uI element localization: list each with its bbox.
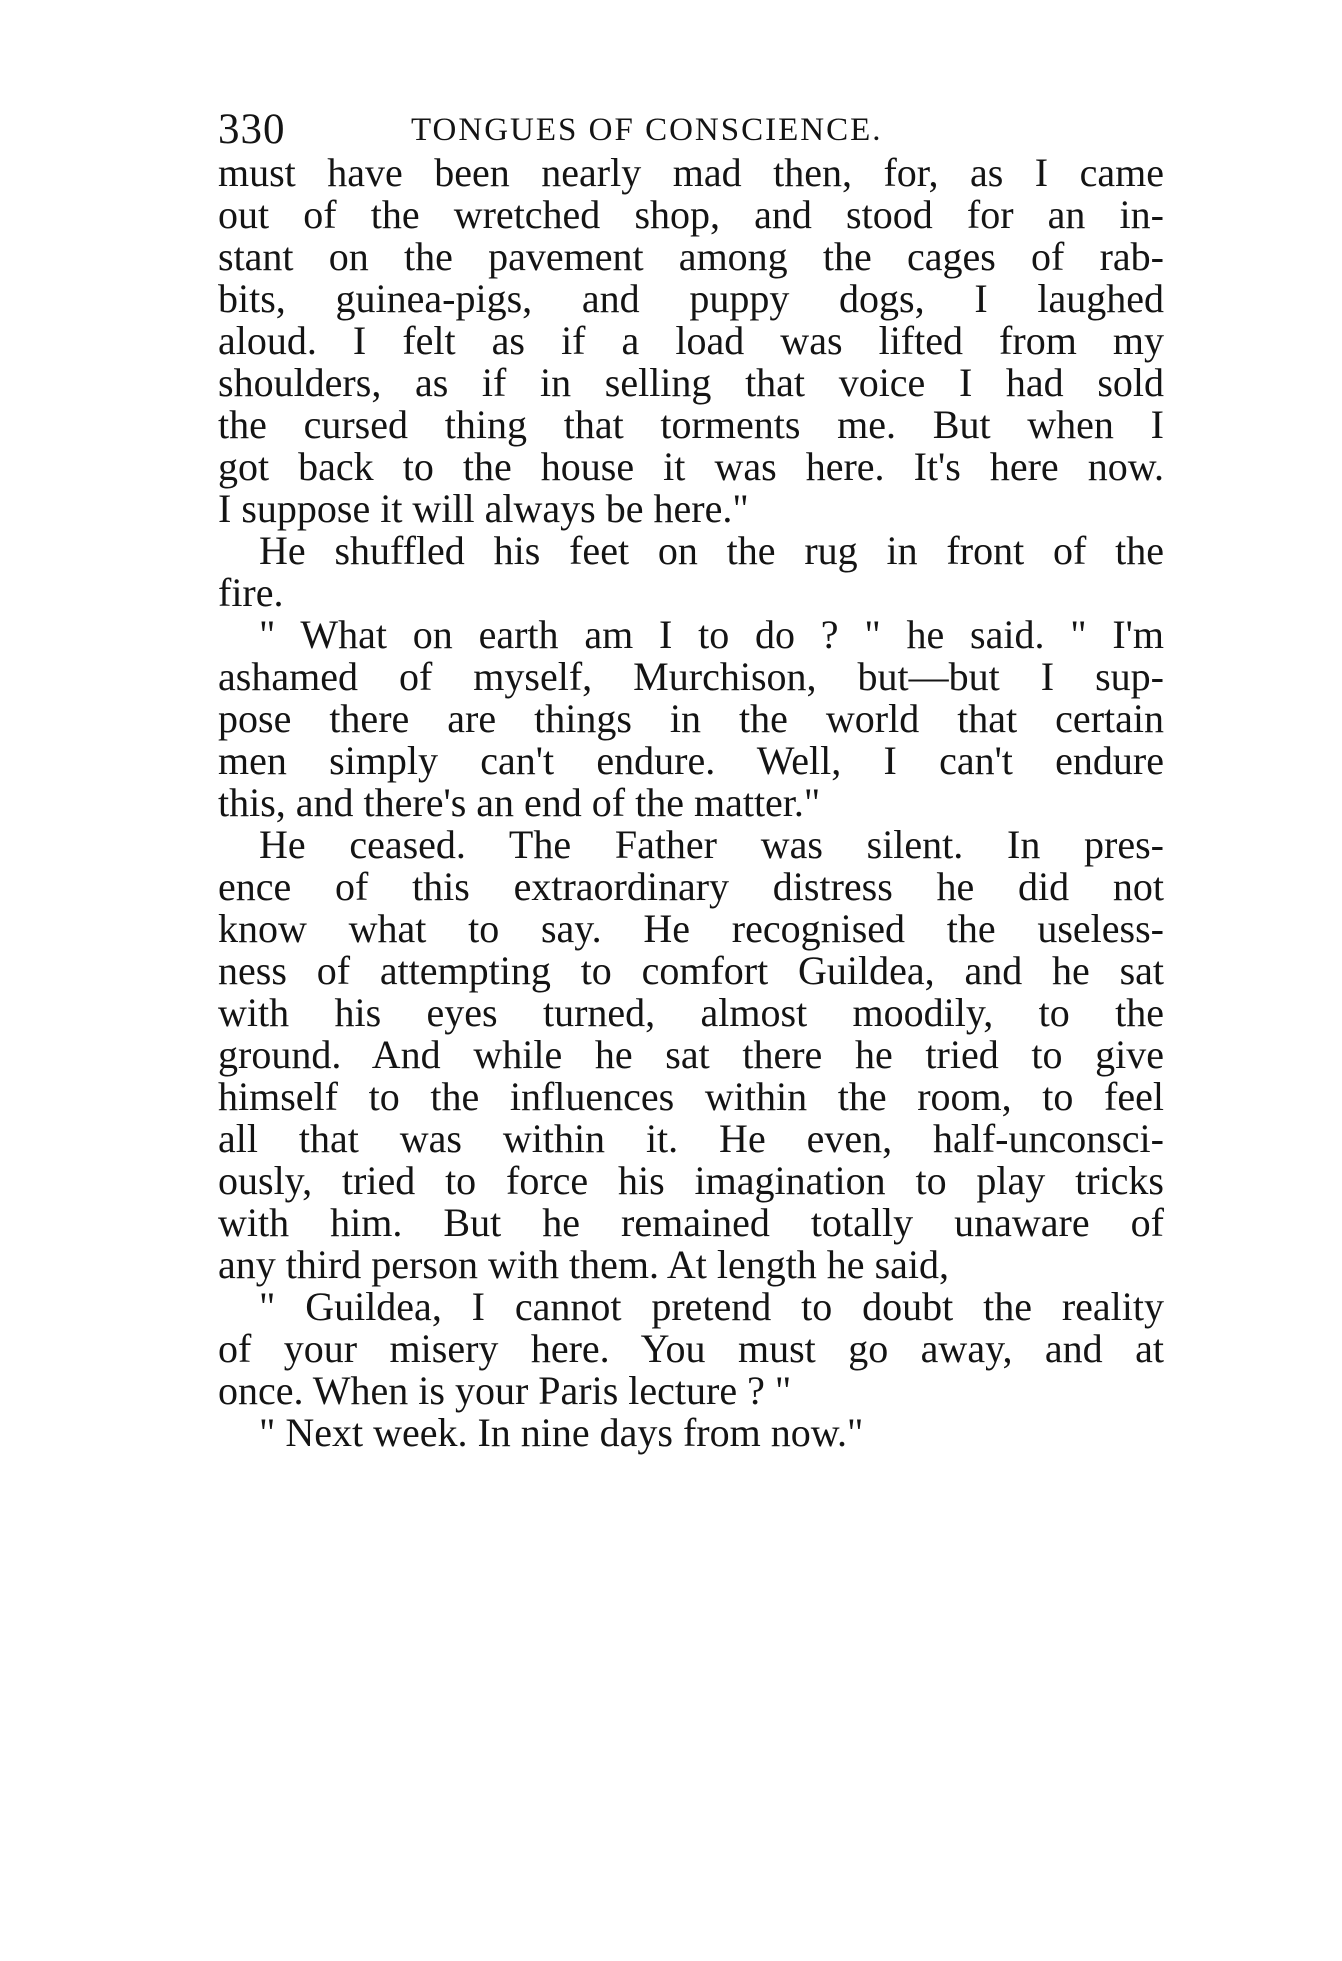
text-line: any third person with them. At length he said,	[218, 1242, 949, 1287]
text-line: " Guildea, I cannot pretend to doubt the reality	[259, 1284, 1164, 1329]
text-line: bits, guinea-pigs, and puppy dogs, I laughed	[218, 276, 1164, 321]
running-title: TONGUES OF CONSCIENCE.	[411, 112, 883, 148]
text-line: ashamed of myself, Murchison, but—but I sup-	[218, 654, 1164, 699]
text-line: with his eyes turned, almost moodily, to the	[218, 990, 1164, 1035]
text-line: must have been nearly mad then, for, as I came	[218, 150, 1164, 195]
text-line: this, and there's an end of the matter."	[218, 780, 821, 825]
page-number: 330	[218, 106, 286, 153]
text-line: fire.	[218, 570, 284, 615]
text-line: ence of this extraordinary distress he did not	[218, 864, 1164, 909]
text-line: aloud. I felt as if a load was lifted from my	[218, 318, 1164, 363]
text-line: got back to the house it was here. It's here now.	[218, 444, 1164, 489]
text-line: out of the wretched shop, and stood for an in-	[218, 192, 1164, 237]
text-line: the cursed thing that torments me. But when I	[218, 402, 1164, 447]
text-line: shoulders, as if in selling that voice I had sold	[218, 360, 1164, 405]
text-line: himself to the influences within the room, to feel	[218, 1074, 1164, 1119]
text-line: stant on the pavement among the cages of rab-	[218, 234, 1164, 279]
text-line: all that was within it. He even, half-unconsci-	[218, 1116, 1164, 1161]
text-line: He shuffled his feet on the rug in front of the	[259, 528, 1164, 573]
text-line: with him. But he remained totally unaware of	[218, 1200, 1164, 1245]
text-line: " Next week. In nine days from now."	[259, 1410, 864, 1455]
text-line: men simply can't endure. Well, I can't endure	[218, 738, 1164, 783]
text-line: pose there are things in the world that certain	[218, 696, 1164, 741]
text-line: of your misery here. You must go away, and at	[218, 1326, 1164, 1371]
text-line: once. When is your Paris lecture ? "	[218, 1368, 792, 1413]
text-line: ness of attempting to comfort Guildea, and he sat	[218, 948, 1164, 993]
text-line: I suppose it will always be here."	[218, 486, 749, 531]
text-line: " What on earth am I to do ? " he said. " I'm	[259, 612, 1164, 657]
text-line: ground. And while he sat there he tried to give	[218, 1032, 1164, 1077]
text-line: ously, tried to force his imagination to play tricks	[218, 1158, 1164, 1203]
text-line: know what to say. He recognised the useless-	[218, 906, 1164, 951]
text-line: He ceased. The Father was silent. In pres-	[259, 822, 1164, 867]
